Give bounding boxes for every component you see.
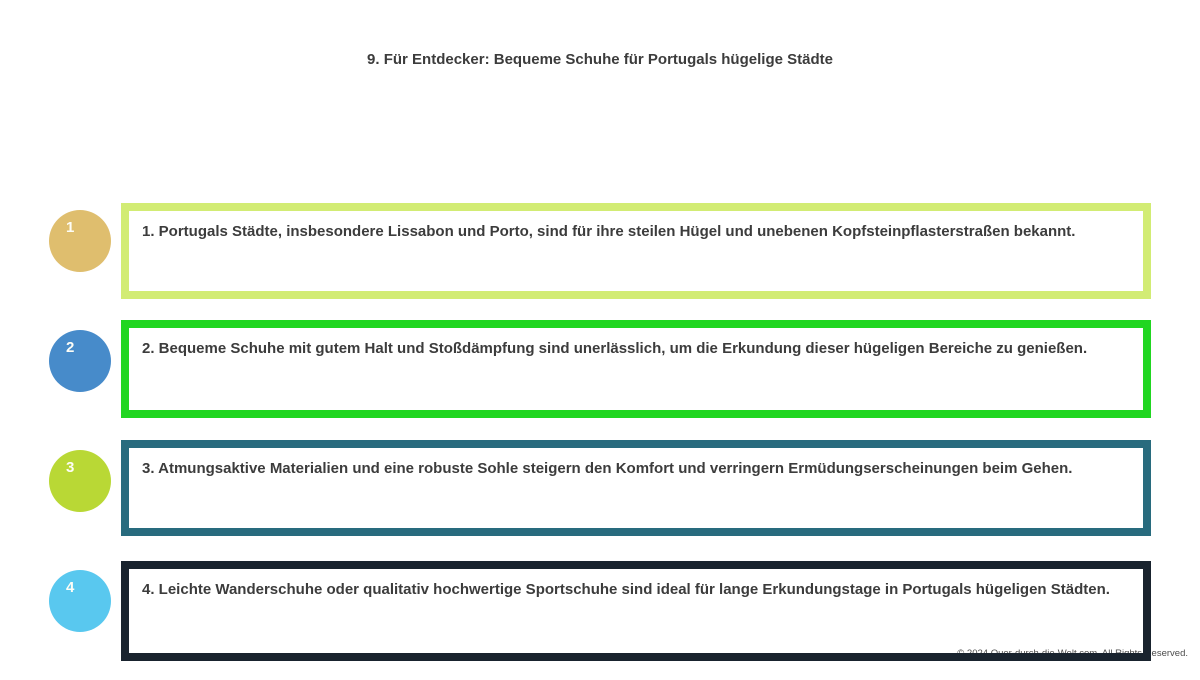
item-1-number-badge: [49, 210, 111, 272]
item-4-box: [121, 561, 1151, 661]
item-4-number: 4: [66, 579, 75, 596]
item-2-text: 2. Bequeme Schuhe mit gutem Halt und Stoßdämpfung sind unerlässlich, um die Erkundung dieser hügeligen Bereiche zu genießen.: [142, 340, 1088, 357]
item-3-text: 3. Atmungsaktive Materialien und eine robuste Sohle steigern den Komfort und verringern Ermüdungserscheinungen beim Gehen.: [142, 460, 1073, 477]
item-3-number: 3: [66, 459, 75, 476]
item-4-text: 4. Leichte Wanderschuhe oder qualitativ hochwertige Sportschuhe sind ideal für lange Erkundungstage in Portugals hügeligen Städten.: [142, 581, 1110, 598]
item-4-number-badge: [49, 570, 111, 632]
copyright-text: © 2024 Quer-durch-die-Welt.com. All Rights Reserved.: [957, 648, 1188, 659]
item-3-number-badge: [49, 450, 111, 512]
item-2-number: 2: [66, 339, 75, 356]
item-2-number-badge: [49, 330, 111, 392]
item-1-text: 1. Portugals Städte, insbesondere Lissabon und Porto, sind für ihre steilen Hügel und unebenen Kopfsteinpflasterstraßen bekannt.: [142, 223, 1076, 240]
item-1-box: [121, 203, 1151, 299]
item-2-box: [121, 320, 1151, 418]
page-title: 9. Für Entdecker: Bequeme Schuhe für Portugals hügelige Städte: [367, 51, 833, 68]
item-3-box: [121, 440, 1151, 536]
item-1-number: 1: [66, 219, 75, 236]
